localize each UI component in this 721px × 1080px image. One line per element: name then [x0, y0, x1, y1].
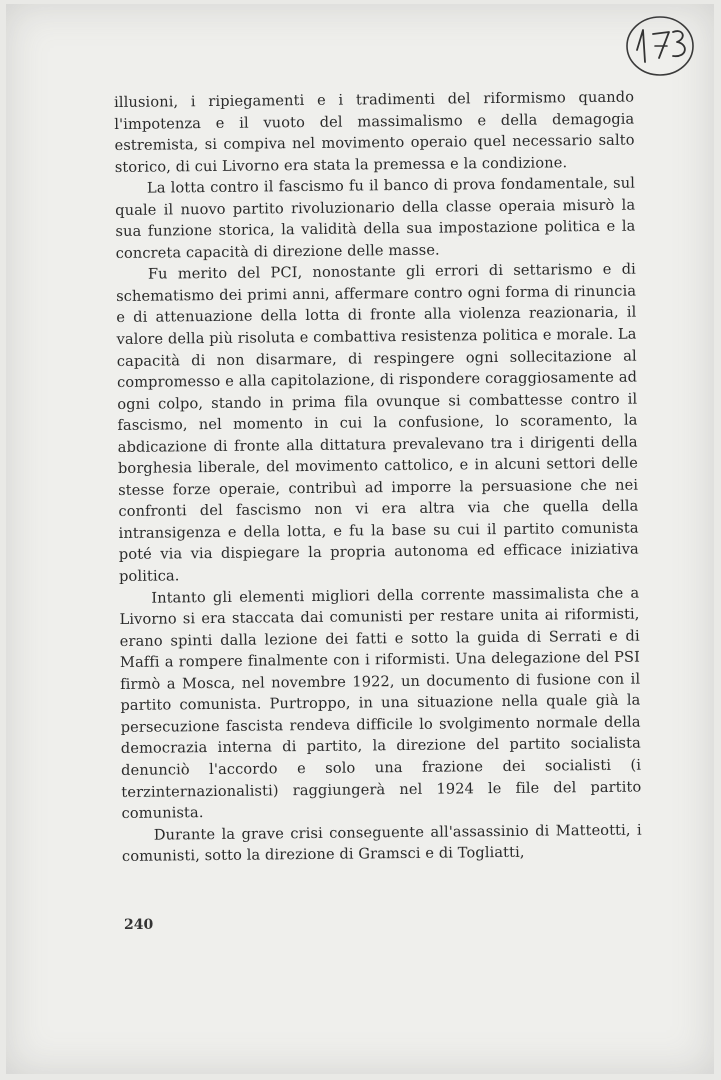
page-body-text	[114, 87, 642, 868]
paragraph-4: Intanto gli elementi migliori della corrente massimalista che a Livorno si era staccata dai comunisti per restare unita ai riformisti, erano spinti dalla lezione dei fatti e sotto la guida di Serrati e di Maffi a rompere finalmente con i riformisti. Una delegazione del PSI firmò a Mosca, nel novembre 1922, un documento di fusione con il partito comunista. Purtroppo, in una situazione nella quale già la persecuzione fascista rendeva difficile lo svolgimento normale della democrazia interna di partito, la direzione del partito socialista denunciò l'accordo e solo una frazione dei socialisti (i terzinternazionalisti) raggiungerà nel 1924 le file del partito comunista.	[119, 584, 642, 823]
handwritten-page-annotation	[623, 12, 697, 80]
paragraph-2: La lotta contro il fascismo fu il banco di prova fondamentale, sul quale il nuovo partito rivoluzionario della classe operaia misurò la sua funzione storica, la validità della sua impostazione politica e la concreta capacità di direzione delle masse.	[115, 174, 636, 262]
paragraph-1: illusioni, i ripiegamenti e i tradimenti del riformismo quando l'impotenza e il vuoto del massimalismo e della demagogia estremista, si compiva nel movimento operaio quel necessario salto storico, di cui Livorno era stata la premessa e la condizione.	[114, 88, 635, 176]
circled-number-annotation-icon	[623, 12, 697, 80]
page-number: 240	[124, 917, 154, 933]
paragraph-3: Fu merito del PCI, nonostante gli errori di settarismo e di schematismo dei primi anni, affermare contro ogni forma di rinuncia e di attenuazione della lotta di fronte alla violenza reazionaria, il valore della più risoluta e combattiva resistenza politica e morale. La capacità di non disarmare, di respingere ogni sollecitazione al compromesso e alla capitolazione, di rispondere coraggiosamente ad ogni colpo, stando in prima fila ovunque si combattesse contro il fascismo, nel momento in cui la confusione, lo scoramento, la abdicazione di fronte alla dittatura prevalevano tra i dirigenti della borghesia liberale, del movimento cattolico, e in alcuni settori delle stesse forze operaie, contribuì ad imporre la persuasione che nei confronti del fascismo non vi era altra via che quella della intransigenza e della lotta, e fu la base su cui il partito comunista poté via via dispiegare la propria autonoma ed efficace iniziativa politica.	[116, 260, 639, 586]
book-page	[6, 4, 714, 1074]
paragraph-5: Durante la grave crisi conseguente all'assassinio di Matteotti, i comunisti, sotto la direzione di Gramsci e di Togliatti,	[121, 821, 642, 866]
